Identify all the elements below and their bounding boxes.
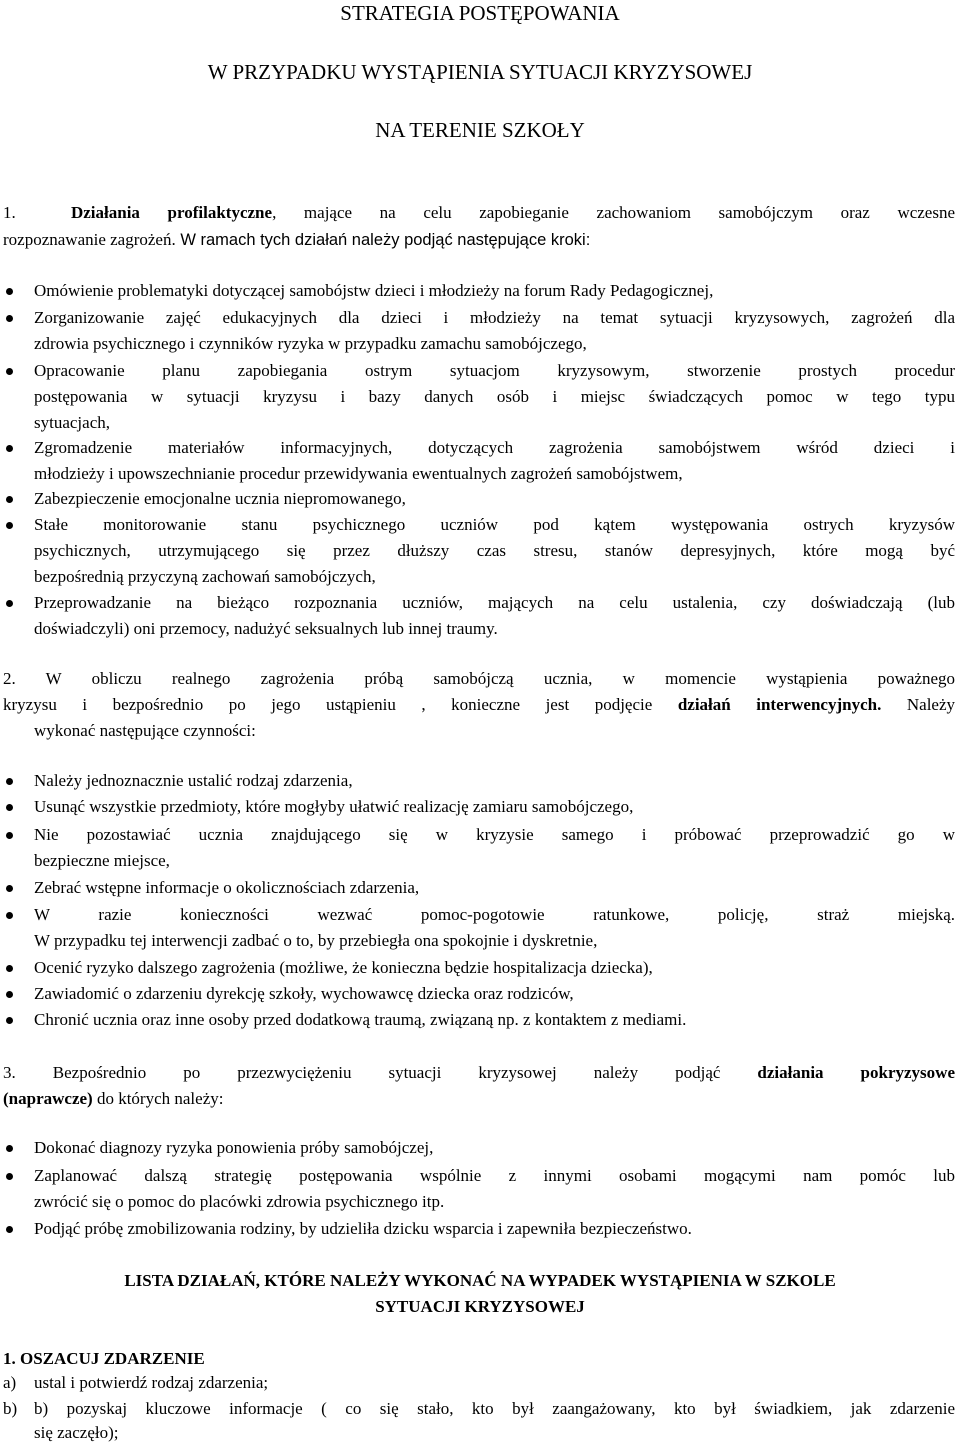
bullet-icon: [6, 991, 13, 998]
section3-line2-rest: do których należy:: [92, 1089, 224, 1108]
list-item-line: młodzieży i upowszechnianie procedur przewidywania ewentualnych zagrożeń samobójstwem,: [34, 464, 683, 483]
bullet-icon: [6, 1173, 13, 1180]
bullet-icon: [6, 1017, 13, 1024]
section1-line2-a: rozpoznawanie zagrożeń.: [3, 230, 176, 249]
list-item-line: Chronić ucznia oraz inne osoby przed dodatkową traumą, związaną np. z kontaktem z mediami.: [34, 1010, 687, 1029]
list-item-line: W razie konieczności wezwać pomoc-pogotowie ratunkowe, policję, straż miejską.: [34, 905, 955, 924]
section1-bold-lead: Działania profilaktyczne: [70, 203, 273, 222]
lista-sub-1: 1. OSZACUJ ZDARZENIE: [3, 1349, 205, 1368]
bullet-icon: [6, 600, 13, 607]
lista-b-text-1: b) pozyskaj kluczowe informacje ( co się stało, kto był zaangażowany, kto był świadkiem, jak zdarzenie: [34, 1399, 955, 1418]
section3-line-2: [3, 1088, 960, 1110]
bullet-icon: [6, 368, 13, 375]
bullet-icon: [6, 522, 13, 529]
bullet-icon: [6, 496, 13, 503]
bullet-icon: [6, 288, 13, 295]
section2-line-1: 2. W obliczu realnego zagrożenia próbą samobójczą ucznia, w momencie wystąpienia poważnego: [3, 669, 955, 688]
lista-heading-2: SYTUACJI KRYZYSOWEJ: [375, 1297, 585, 1316]
bullet-icon: [6, 315, 13, 322]
list-item-line: Dokonać diagnozy ryzyka ponowienia próby samobójczej,: [34, 1138, 434, 1157]
list-item-line: Zgromadzenie materiałów informacyjnych, dotyczących zagrożenia samobójstwem wśród dzieci i: [34, 438, 955, 457]
list-item-line: W przypadku tej interwencji zadbać o to, by przebiegła ona spokojnie i dyskretnie,: [34, 931, 598, 950]
list-item-line: Zebrać wstępne informacje o okolicznościach zdarzenia,: [34, 878, 420, 897]
list-item-line: zdrowia psychicznego i czynników ryzyka w przypadku zamachu samobójczego,: [34, 334, 587, 353]
list-item-line: doświadczyli) oni przemocy, nadużyć seksualnych lub innej traumy.: [34, 619, 498, 638]
lista-heading-1: LISTA DZIAŁAŃ, KTÓRE NALEŻY WYKONAĆ NA WYPADEK WYSTĄPIENIA W SZKOLE: [124, 1271, 836, 1290]
list-item-line: Przeprowadzanie na bieżąco rozpoznania uczniów, mających na celu ustalenia, czy doświadczają (lub: [34, 593, 955, 612]
section1-number: 1.: [3, 203, 16, 222]
bullet-icon: [6, 804, 13, 811]
list-item-line: postępowania w sytuacji kryzysu i bazy danych osób i miejsc świadczących pomoc w tego typu: [34, 387, 955, 406]
list-item-line: Zawiadomić o zdarzeniu dyrekcję szkoły, wychowawcę dziecka oraz rodziców,: [34, 984, 574, 1003]
bullet-icon: [6, 778, 13, 785]
list-item-line: Zaplanować dalszą strategię postępowania wspólnie z innymi osobami mogącymi nam pomóc lub: [34, 1166, 955, 1185]
section1-line-1: [3, 202, 955, 224]
list-item-line: sytuacjach,: [34, 413, 110, 432]
bullet-icon: [6, 885, 13, 892]
section1-line-2: [3, 229, 960, 251]
bullet-icon: [6, 912, 13, 919]
title-line-1: STRATEGIA POSTĘPOWANIA: [340, 1, 620, 25]
list-item-line: Opracowanie planu zapobiegania ostrym sytuacjom kryzysowym, stworzenie prostych procedur: [34, 361, 955, 380]
bullet-icon: [6, 1145, 13, 1152]
list-item-line: Usunąć wszystkie przedmioty, które mogłyby ułatwić realizację zamiaru samobójczego,: [34, 797, 634, 816]
list-item-line: bezpieczne miejsce,: [34, 851, 170, 870]
section3-line2-bold: (naprawcze): [3, 1089, 93, 1108]
lista-b-text-2: się zaczęło);: [34, 1423, 119, 1442]
list-item-line: Należy jednoznacznie ustalić rodzaj zdarzenia,: [34, 771, 353, 790]
lista-b-label: b): [3, 1399, 18, 1418]
section2-line2-a: kryzysu i bezpośrednio po jego ustąpieniu , konieczne jest podjęcie: [3, 695, 678, 714]
list-item-line: Zorganizowanie zajęć edukacyjnych dla dzieci i młodzieży na temat sytuacji kryzysowych, zagrożeń dla: [34, 308, 955, 327]
list-item-line: Podjąć próbę zmobilizowania rodziny, by udzieliła dzicku wsparcia i zapewniła bezpieczeństwo.: [34, 1219, 692, 1238]
title-line-3: NA TERENIE SZKOŁY: [375, 118, 585, 142]
bullet-icon: [6, 832, 13, 839]
section2-line2-c: Należy: [881, 695, 956, 714]
list-item-line: Stałe monitorowanie stanu psychicznego uczniów pod kątem występowania ostrych kryzysów: [34, 515, 955, 534]
list-item-line: Omówienie problematyki dotyczącej samobójstw dzieci i młodzieży na forum Rady Pedagogicznej,: [34, 281, 714, 300]
list-item-line: zwrócić się o pomoc do placówki zdrowia psychicznego itp.: [34, 1192, 445, 1211]
list-item-line: Zabezpieczenie emocjonalne ucznia niepromowanego,: [34, 489, 406, 508]
section1-line1-rest: , mające na celu zapobieganie zachowaniom samobójczym oraz wczesne: [272, 203, 956, 222]
bullet-icon: [6, 445, 13, 452]
section3-line-1: [3, 1062, 955, 1084]
section1-line2-b: W ramach tych działań należy podjąć następujące kroki:: [175, 231, 591, 249]
bullet-icon: [6, 965, 13, 972]
list-item-line: bezpośrednią przyczyną zachowań samobójczych,: [34, 567, 376, 586]
lista-a-label: a): [3, 1373, 17, 1392]
section2-line2-bold: działań interwencyjnych.: [677, 695, 882, 714]
list-item-line: psychicznych, utrzymującego się przez dłuższy czas stresu, stanów depresyjnych, które mogą być: [34, 541, 955, 560]
title-line-2: W PRZYPADKU WYSTĄPIENIA SYTUACJI KRYZYSOWEJ: [207, 60, 753, 84]
section2-line-2: [3, 694, 955, 716]
list-item-line: Nie pozostawiać ucznia znajdującego się w kryzysie samego i próbować przeprowadzić go w: [34, 825, 955, 844]
list-item-line: Ocenić ryzyko dalszego zagrożenia (możliwe, że konieczna będzie hospitalizacja dziecka),: [34, 958, 653, 977]
lista-a-text: ustal i potwierdź rodzaj zdarzenia;: [34, 1373, 269, 1392]
section2-line-3: wykonać następujące czynności:: [34, 721, 256, 740]
section3-line1-a: 3. Bezpośrednio po przezwyciężeniu sytuacji kryzysowej należy podjąć: [3, 1063, 758, 1082]
section3-line1-bold: działania pokryzysowe: [757, 1063, 955, 1082]
bullet-icon: [6, 1226, 13, 1233]
